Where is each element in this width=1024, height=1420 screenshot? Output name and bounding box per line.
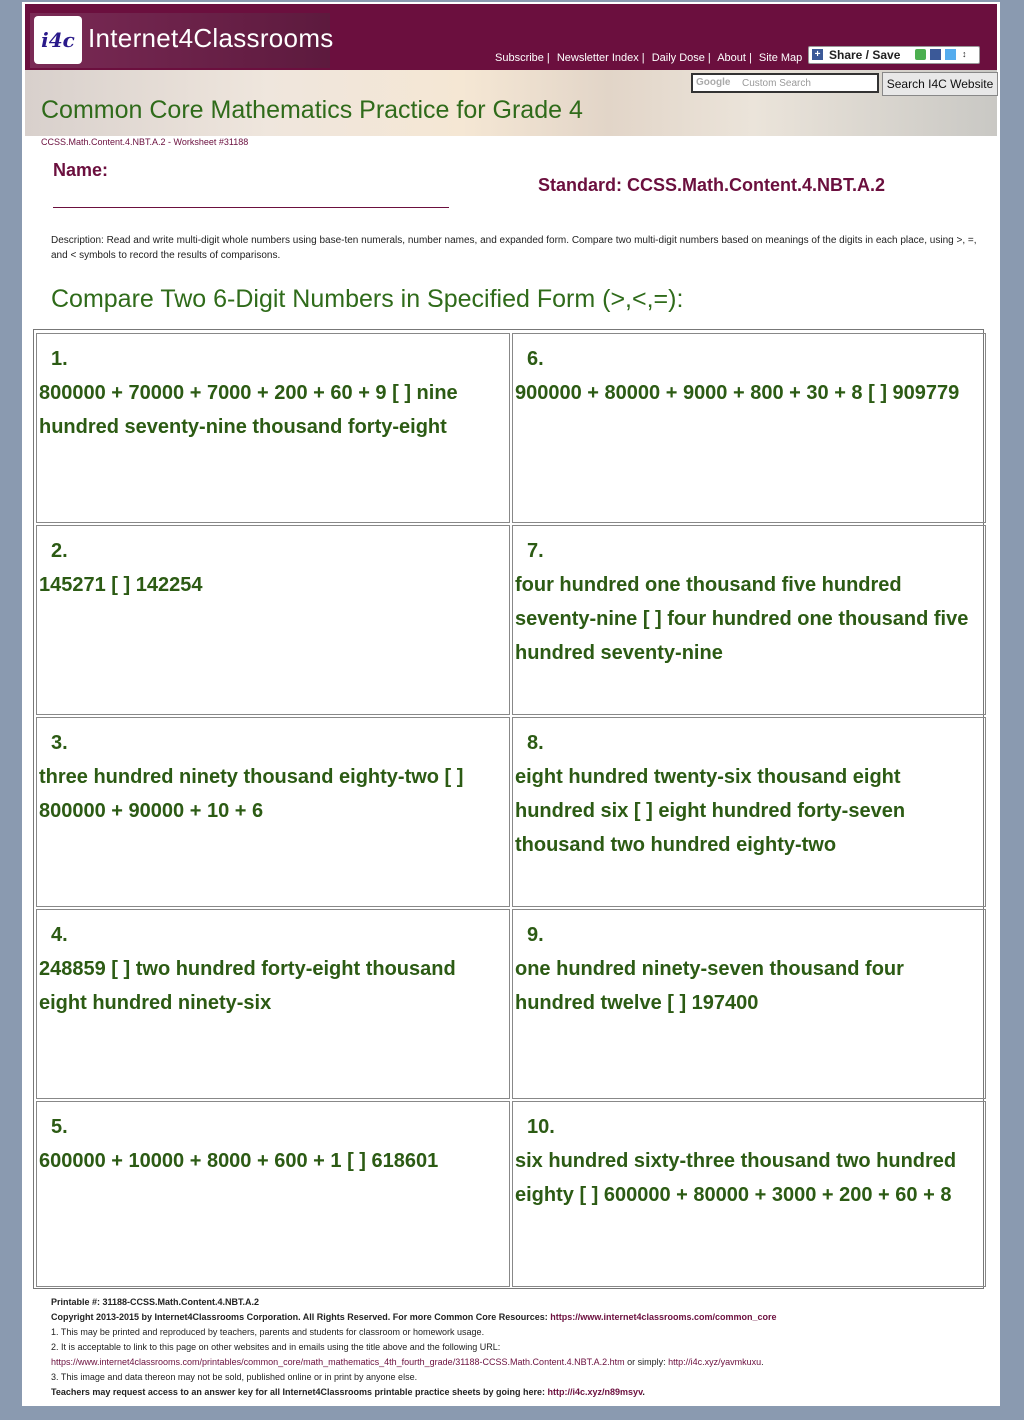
usage-note-2: 2. It is acceptable to link to this page on other websites and in emails using the title above and the following URL: [51,1342,501,1352]
problem-cell-1 [36,333,510,523]
problem-text: 800000 + 70000 + 7000 + 200 + 60 + 9 [ ] nine hundred seventy-nine thousand forty-eight [39,382,458,438]
printable-number: Printable #: 31188-CCSS.Math.Content.4.NBT.A.2 [51,1297,260,1307]
top-nav: Subscribe | Newsletter Index | Daily Dose | About | Site Map [495,52,803,64]
name-line [53,207,449,208]
problem-number: 5. [51,1116,68,1138]
problem-text: one hundred ninety-seven thousand four hundred twelve [ ] 197400 [515,958,904,1014]
problem-number: 7. [527,540,544,562]
updown-arrow-icon: ↕ [962,49,967,59]
logo-badge [34,16,82,64]
answer-key-link[interactable]: http://i4c.xyz/n89msyv [547,1387,643,1397]
footer: Printable #: 31188-CCSS.Math.Content.4.NBT.A.2 Copyright 2013-2015 by Internet4Classrooms Corporation. All Rights Reserved. For more Common Core Resources: https://www.internet4classrooms.com/common_core 1. This may be printed and reproduced by teachers, parents and students for classroom or homework usage. 2. It is acceptable to link to this page on other websites and in emails using the title above and the following URL: https://www.internet4classrooms.com/printables/common_core/math_mathematics_4th_fourth_grade/31188-CCSS.Math.Content.4.NBT.A.2.htm or simply: http://i4c.xyz/yavmkuxu. 3. This image and data thereon may not be sold, published online or in print by anyone else. Teachers may request access to an answer key for all Internet4Classrooms printable practice sheets by going here: http://i4c.xyz/n89msyv. [51,1295,991,1400]
search-placeholder: Custom Search [742,78,811,89]
problem-cell-3 [36,717,510,907]
nav-daily-dose[interactable]: Daily Dose [651,52,705,64]
standard-label: Standard: CCSS.Math.Content.4.NBT.A.2 [538,175,886,195]
page [22,2,1000,1406]
problem-number: 8. [527,732,544,754]
problem-grid [33,329,984,1289]
logo-badge-text: i4c [41,28,75,52]
problem-cell-6 [512,333,986,523]
or-simply-text: or simply: [624,1357,669,1367]
header-bar [25,4,997,70]
problem-text: 145271 [ ] 142254 [39,574,203,596]
description: Description: Read and write multi-digit whole numbers using base-ten numerals, number names, and expanded form. Compare two multi-digit numbers based on meanings of the digits in each place, using >, =, and < symbols to record the results of comparisons. [51,235,977,261]
search-button[interactable]: Search I4C Website [882,72,998,96]
usage-note-3: 3. This image and data thereon may not be sold, published online or in print by anyone else. [51,1372,418,1382]
problem-number: 10. [527,1116,555,1138]
share-label: Share / Save [829,48,901,62]
problem-text: four hundred one thousand five hundred seventy-nine [ ] four hundred one thousand five hundred seventy-nine [515,574,969,664]
copyright: Copyright 2013-2015 by Internet4Classrooms Corporation. All Rights Reserved. For more Common Core Resources: [51,1312,551,1322]
problem-cell-8 [512,717,986,907]
worksheet-url-link[interactable]: https://www.internet4classrooms.com/printables/common_core/math_mathematics_4th_fourth_grade/31188-CCSS.Math.Content.4.NBT.A.2.htm [51,1357,625,1367]
problem-cell-5 [36,1101,510,1287]
problem-text: six hundred sixty-three thousand two hundred eighty [ ] 600000 + 80000 + 3000 + 200 + 60 + 8 [515,1150,957,1206]
nav-subscribe[interactable]: Subscribe [495,52,544,64]
nav-site-map[interactable]: Site Map [758,52,803,64]
google-logo: Google [696,77,731,88]
page-title: Common Core Mathematics Practice for Grade 4 [41,96,583,124]
facebook-icon [930,49,941,60]
email-icon [915,49,926,60]
logo-text: Internet4Classrooms [88,23,334,53]
problem-cell-2 [36,525,510,715]
site-logo[interactable] [30,13,334,68]
problem-number: 9. [527,924,544,946]
answer-key-text: Teachers may request access to an answer key for all Internet4Classrooms printable practice sheets by going here: [51,1387,548,1397]
problem-text: 900000 + 80000 + 9000 + 800 + 30 + 8 [ ] 909779 [515,382,960,404]
breadcrumb: CCSS.Math.Content.4.NBT.A.2 - Worksheet #31188 [41,137,249,147]
problem-text: three hundred ninety thousand eighty-two [ ] 800000 + 90000 + 10 + 6 [39,766,464,822]
problem-cell-7 [512,525,986,715]
short-url-link[interactable]: http://i4c.xyz/yavmkuxu [668,1357,762,1367]
banner [25,70,997,136]
problem-number: 1. [51,348,68,370]
search-input[interactable] [691,73,879,93]
problem-text: 600000 + 10000 + 8000 + 600 + 1 [ ] 618601 [39,1150,439,1172]
problem-number: 6. [527,348,544,370]
name-label: Name: [53,160,109,180]
problem-cell-10 [512,1101,986,1287]
share-plus-icon: + [812,49,823,60]
problem-cell-9 [512,909,986,1099]
problem-number: 2. [51,540,68,562]
usage-note-1: 1. This may be printed and reproduced by teachers, parents and students for classroom or homework usage. [51,1327,485,1337]
problem-text: eight hundred twenty-six thousand eight hundred six [ ] eight hundred forty-seven thousand two hundred eighty-two [515,766,906,856]
twitter-icon [945,49,956,60]
nav-about[interactable]: About [717,52,746,64]
problem-text: 248859 [ ] two hundred forty-eight thousand eight hundred ninety-six [39,958,456,1014]
share-save-button[interactable] [808,46,980,64]
common-core-link[interactable]: https://www.internet4classrooms.com/common_core [550,1312,777,1322]
problem-cell-4 [36,909,510,1099]
problem-number: 4. [51,924,68,946]
worksheet-title: Compare Two 6-Digit Numbers in Specified Form (>,<,=): [51,285,684,313]
problem-number: 3. [51,732,68,754]
nav-newsletter-index[interactable]: Newsletter Index [556,52,639,64]
